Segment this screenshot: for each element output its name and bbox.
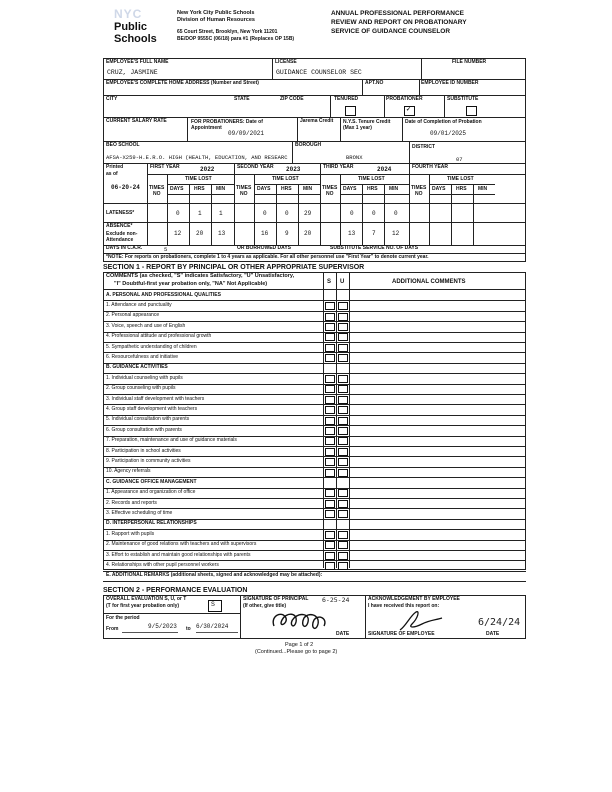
label-min: MIN [303, 186, 313, 192]
criterion-a-6: 6. Resourcefulness and initiative [106, 353, 178, 360]
checkbox-u-b-5[interactable] [338, 417, 348, 425]
label-overall-evaluation: OVERALL EVALUATION S, U, or T [106, 596, 187, 602]
criterion-c-2: 2. Records and reports [106, 499, 157, 506]
lateness-y1-hrs: 1 [198, 210, 202, 217]
label-lateness: LATENESS* [106, 210, 135, 216]
label-tenured: TENURED [334, 96, 359, 102]
group-header-d: D. INTERPERSONAL RELATIONSHIPS [106, 520, 197, 527]
lateness-y3-hrs: 0 [372, 210, 376, 217]
label-home-address: EMPLOYEE'S COMPLETE HOME ADDRESS (Number and Street) [106, 80, 259, 86]
checkbox-s-b-10[interactable] [325, 469, 335, 477]
org-division: Division of Human Resources [177, 17, 255, 23]
label-principal-date: DATE [336, 631, 350, 637]
org-address: 65 Court Street, Brooklyn, New York 11201 [177, 29, 278, 35]
checkbox-u-b-4[interactable] [338, 406, 348, 414]
column-additional-comments: ADDITIONAL COMMENTS [392, 279, 466, 285]
checkbox-s-a-5[interactable] [325, 344, 335, 352]
label-from: From [106, 626, 119, 632]
label-first-year: FIRST YEAR [150, 164, 180, 170]
checkbox-u-a-3[interactable] [338, 323, 348, 331]
criterion-a-5: 5. Sympathetic understanding of children [106, 343, 197, 350]
label-salary-rate: CURRENT SALARY RATE [106, 118, 167, 124]
label-city: CITY [106, 96, 118, 102]
group-header-b: B. GUIDANCE ACTIVITIES [106, 364, 168, 371]
checkbox-s-c-2[interactable] [325, 500, 335, 508]
criterion-b-2: 2. Group counseling with pupils [106, 385, 176, 392]
label-time-lost: TIME LOST [185, 176, 212, 182]
label-hrs: HRS [281, 186, 292, 192]
checkbox-s-a-3[interactable] [325, 323, 335, 331]
checkbox-s-a-1[interactable] [325, 302, 335, 310]
criterion-b-8: 8. Participation in school activities [106, 447, 181, 454]
label-times: TIMES [149, 185, 165, 191]
substitute-checkbox[interactable] [466, 106, 477, 116]
checkbox-u-b-10[interactable] [338, 469, 348, 477]
form-title-2: REVIEW AND REPORT ON PROBATIONARY [331, 19, 467, 26]
criterion-b-1: 1. Individual counseling with pupils [106, 374, 183, 381]
lateness-y3-min: 0 [394, 210, 398, 217]
absence-y3-hrs: 7 [372, 230, 376, 237]
label-no: NO [240, 191, 248, 197]
label-signature-principal-sub: (If other, give title) [243, 603, 287, 609]
column-s: S [327, 279, 332, 285]
label-state: STATE [234, 96, 250, 102]
checkbox-u-b-1[interactable] [338, 375, 348, 383]
section2-title: SECTION 2 - PERFORMANCE EVALUATION [103, 587, 248, 594]
principal-signature [268, 606, 348, 634]
criterion-b-9: 9. Participation in community activities [106, 457, 191, 464]
checkbox-s-b-9[interactable] [325, 458, 335, 466]
as-of-date: 06-20-24 [111, 184, 140, 191]
employee-borough: BRONX [346, 154, 363, 161]
first-year: 2022 [200, 166, 215, 173]
label-substitute: SUBSTITUTE [447, 96, 479, 102]
probationer-check-mark: ✓ [406, 107, 412, 113]
label-third-year: THIRD YEAR [323, 164, 354, 170]
criterion-b-10: 10. Agency referrals [106, 468, 151, 475]
checkbox-u-b-8[interactable] [338, 448, 348, 456]
absence-y2-days: 16 [261, 230, 269, 237]
label-times: TIMES [322, 185, 338, 191]
criterion-a-2: 2. Personal appearance [106, 312, 160, 319]
checkbox-s-b-5[interactable] [325, 417, 335, 425]
checkbox-s-a-2[interactable] [325, 313, 335, 321]
absence-y1-hrs: 20 [196, 230, 204, 237]
employee-school: AFSA-X259-H.E.R.O. HIGH (HEALTH, EDUCATION, AND RESEARC [106, 154, 288, 161]
label-acknowledgement: ACKNOWLEDGEMENT BY EMPLOYEE [368, 596, 460, 602]
checkbox-u-a-1[interactable] [338, 302, 348, 310]
lateness-y2-hrs: 0 [285, 210, 289, 217]
label-time-lost: TIME LOST [272, 176, 299, 182]
checkbox-u-c-1[interactable] [338, 489, 348, 497]
tenured-checkbox[interactable] [345, 106, 356, 116]
checkbox-u-a-4[interactable] [338, 333, 348, 341]
criterion-d-3: 3. Effort to establish and maintain good relationships with parents [106, 551, 251, 558]
label-acknowledgement-sub: I have received this report on: [368, 603, 440, 609]
absence-y3-min: 12 [392, 230, 400, 237]
label-to: to [186, 626, 191, 632]
checkbox-u-d-4[interactable] [338, 562, 348, 570]
criterion-a-4: 4. Professional attitude and professional growth [106, 333, 212, 340]
label-fourth-year: FOURTH YEAR [412, 164, 449, 170]
attendance-note: *NOTE: For reports on probationers, complete 1 to 4 years as applicable. For all other personnel use "First Year" to denote current year. [106, 254, 429, 260]
checkbox-s-d-3[interactable] [325, 552, 335, 560]
label-days: DAYS [432, 186, 446, 192]
criterion-d-4: 4. Relationships with other pupil personnel workers [106, 561, 219, 568]
checkbox-u-c-3[interactable] [338, 510, 348, 518]
checkbox-s-c-1[interactable] [325, 489, 335, 497]
criterion-d-1: 1. Rapport with pupils [106, 530, 155, 537]
form-title-3: SERVICE OF GUIDANCE COUNSELOR [331, 28, 451, 35]
label-district: DISTRICT [412, 144, 436, 150]
label-hrs: HRS [456, 186, 467, 192]
label-time-lost: TIME LOST [447, 176, 474, 182]
checkbox-u-d-1[interactable] [338, 531, 348, 539]
second-year: 2023 [286, 166, 301, 173]
checkbox-u-b-2[interactable] [338, 385, 348, 393]
checkbox-s-b-6[interactable] [325, 427, 335, 435]
lateness-y3-days: 0 [350, 210, 354, 217]
label-zip: ZIP CODE [280, 96, 304, 102]
checkbox-u-b-6[interactable] [338, 427, 348, 435]
org-name: New York City Public Schools [177, 10, 255, 16]
criterion-d-2: 2. Maintenance of good relations with teachers and with supervisors [106, 541, 257, 548]
label-appointment: FOR PROBATIONERS: Date of Appointment [191, 119, 263, 131]
label-min: MIN [478, 186, 488, 192]
overall-evaluation-value: S [211, 601, 215, 608]
checkbox-s-d-4[interactable] [325, 562, 335, 570]
label-printed: Printed [106, 164, 124, 170]
label-file-number: FILE NUMBER [452, 59, 487, 65]
checkbox-s-b-4[interactable] [325, 406, 335, 414]
checkbox-s-b-1[interactable] [325, 375, 335, 383]
label-absence-sub: Exclude non-Attendance [106, 231, 138, 243]
label-min: MIN [389, 186, 399, 192]
absence-y2-min: 20 [304, 230, 312, 237]
page-number: Page 1 of 2 [285, 642, 314, 648]
label-period: For the period [106, 615, 140, 621]
column-u: U [340, 279, 345, 285]
label-no: NO [153, 191, 161, 197]
form-code: BE/DOP 9555C (06/18) para #1 (Replaces OP 15B) [177, 36, 295, 42]
employee-district: 07 [456, 156, 463, 163]
checkbox-s-b-2[interactable] [325, 385, 335, 393]
label-license: LICENSE [275, 59, 297, 65]
lateness-y2-min: 29 [304, 210, 312, 217]
logo [108, 8, 168, 48]
criterion-b-4: 4. Group staff development with teachers [106, 405, 198, 412]
principal-signed-date: 6-25-24 [322, 596, 350, 604]
absence-y1-min: 13 [218, 230, 226, 237]
appointment-date: 09/09/2021 [228, 130, 265, 137]
label-times: TIMES [411, 185, 427, 191]
label-time-lost: TIME LOST [358, 176, 385, 182]
label-days: DAYS [343, 186, 357, 192]
label-completion: Date of Completion of Probation [405, 119, 482, 125]
label-times: TIMES [236, 185, 252, 191]
checkbox-u-b-3[interactable] [338, 396, 348, 404]
logo-nyc: NYC [114, 7, 143, 21]
checkbox-s-a-4[interactable] [325, 333, 335, 341]
label-min: MIN [216, 186, 226, 192]
criterion-a-3: 3. Voice, speech and use of English [106, 322, 186, 329]
third-year: 2024 [377, 166, 392, 173]
criterion-c-3: 3. Effective scheduling of time [106, 509, 173, 516]
criterion-b-7: 7. Preparation, maintenance and use of guidance materials [106, 437, 237, 444]
section1-title: SECTION 1 - REPORT BY PRINCIPAL OR OTHER APPROPRIATE SUPERVISOR [103, 264, 365, 271]
employee-full-name: CRUZ, JASMINE [107, 69, 158, 76]
checkbox-u-d-3[interactable] [338, 552, 348, 560]
checkbox-s-b-7[interactable] [325, 437, 335, 445]
label-absence: ABSENCE* [106, 223, 133, 229]
absence-y3-days: 13 [348, 230, 356, 237]
period-to-date: 6/30/2024 [196, 623, 229, 630]
logo-schools: Schools [114, 33, 157, 45]
label-overall-sub: (T for first year probation only) [106, 603, 180, 609]
criterion-b-3: 3. Individual staff development with teachers [106, 395, 205, 402]
checkbox-u-b-7[interactable] [338, 437, 348, 445]
checkbox-s-d-1[interactable] [325, 531, 335, 539]
checkbox-s-b-3[interactable] [325, 396, 335, 404]
label-hrs: HRS [194, 186, 205, 192]
label-jarema: Jarema Credit [300, 118, 334, 124]
label-full-name: EMPLOYEE'S FULL NAME [106, 59, 169, 65]
label-second-year: SECOND YEAR [237, 164, 274, 170]
label-signature-employee: SIGNATURE OF EMPLOYEE [368, 631, 435, 637]
checkbox-u-a-2[interactable] [338, 313, 348, 321]
checkbox-s-d-2[interactable] [325, 541, 335, 549]
continued-note: (Continued...Please go to page 2) [255, 649, 338, 655]
year-column-4 [409, 174, 526, 245]
label-employee-date: DATE [486, 631, 500, 637]
checkbox-s-b-8[interactable] [325, 448, 335, 456]
group-header-c: C. GUIDANCE OFFICE MANAGEMENT [106, 478, 197, 485]
checkbox-u-b-9[interactable] [338, 458, 348, 466]
label-days: DAYS [257, 186, 271, 192]
employee-signed-date: 6/24/24 [478, 617, 521, 628]
label-school: BEO SCHOOL [106, 142, 140, 148]
checkbox-u-d-2[interactable] [338, 541, 348, 549]
logo-public: Public [114, 21, 148, 33]
label-no: NO [415, 191, 423, 197]
label-signature-principal: SIGNATURE OF PRINCIPAL [243, 596, 309, 602]
checkbox-u-a-5[interactable] [338, 344, 348, 352]
comments-header-1: COMMENTS (as checked, "S" indicates Satisfactory, "U" Unsatisfactory, [106, 273, 295, 279]
completion-date: 09/01/2025 [430, 130, 467, 137]
lateness-y2-days: 0 [263, 210, 267, 217]
lateness-y1-days: 0 [176, 210, 180, 217]
label-days: DAYS [170, 186, 184, 192]
checkbox-s-c-3[interactable] [325, 510, 335, 518]
form-title-1: ANNUAL PROFESSIONAL PERFORMANCE [331, 10, 465, 17]
label-borrowed-days: OR BORROWED DAYS [237, 245, 291, 251]
criterion-b-6: 6. Group consultation with parents [106, 426, 182, 433]
label-probationer: PROBATIONER [386, 96, 423, 102]
criterion-c-1: 1. Appearance and organization of office [106, 489, 196, 496]
label-as-of: as of [106, 171, 118, 177]
absence-y1-days: 12 [174, 230, 182, 237]
label-hrs: HRS [367, 186, 378, 192]
criterion-a-1: 1. Attendance and punctuality [106, 301, 172, 308]
absence-y2-hrs: 9 [285, 230, 289, 237]
comments-header-2: "I" Doubtful-first year probation only, "NA" Not Applicable) [114, 281, 268, 287]
label-substitute-service: SUBSTITUTE SERVICE NO. OF DAYS [330, 245, 419, 251]
group-header-a: A. PERSONAL AND PROFESSIONAL QUALITIES [106, 291, 221, 298]
lateness-y1-min: 1 [219, 210, 223, 217]
label-employee-id: EMPLOYEE ID NUMBER [421, 80, 479, 86]
checkbox-u-c-2[interactable] [338, 500, 348, 508]
days-in-car: 5 [164, 246, 168, 253]
criterion-b-5: 5. Individual consultation with parents [106, 416, 190, 423]
checkbox-s-a-6[interactable] [325, 354, 335, 362]
employee-license: GUIDANCE COUNSELOR SEC [276, 69, 362, 76]
label-apt: APT.NO [365, 80, 384, 86]
checkbox-u-a-6[interactable] [338, 354, 348, 362]
period-from-date: 9/5/2023 [148, 623, 177, 630]
label-borough: BOROUGH [295, 142, 322, 148]
group-header-e: E. ADDITIONAL REMARKS (additional sheets, signed and acknowledged may be attached): [106, 572, 323, 579]
label-nys-tenure: N.Y.S. Tenure Credit (Max 1 year) [343, 119, 391, 131]
label-days-in-car: DAYS IN C.A.R. [106, 245, 143, 251]
label-no: NO [326, 191, 334, 197]
